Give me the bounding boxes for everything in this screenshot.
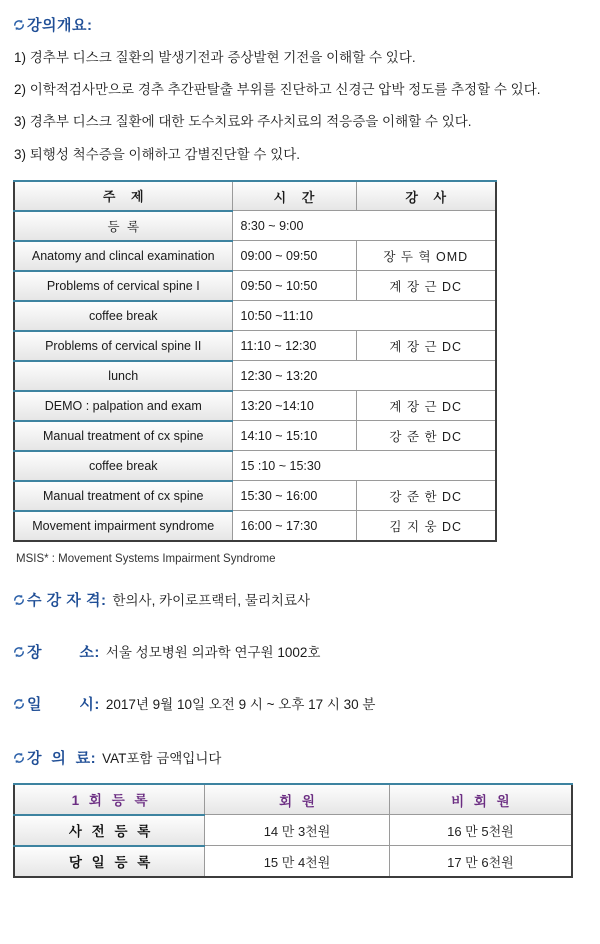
schedule-teacher-cell: 강 준 한 DC xyxy=(356,421,496,451)
schedule-teacher-cell: 계 장 근 DC xyxy=(356,271,496,301)
schedule-subject-cell: coffee break xyxy=(14,301,232,331)
refresh-circle-icon xyxy=(12,18,26,32)
schedule-time-cell: 15 :10 ~ 15:30 xyxy=(232,451,496,481)
schedule-teacher-cell: 강 준 한 DC xyxy=(356,481,496,511)
schedule-time-cell: 13:20 ~14:10 xyxy=(232,391,356,421)
fee-type-cell: 사 전 등 록 xyxy=(14,815,205,846)
schedule-subject-cell: Manual treatment of cx spine xyxy=(14,481,232,511)
fee-type-cell: 당 일 등 록 xyxy=(14,846,205,877)
schedule-time-cell: 14:10 ~ 15:10 xyxy=(232,421,356,451)
venue-heading xyxy=(0,641,600,662)
fee-member-cell: 14 만 3천원 xyxy=(205,815,390,846)
schedule-subject-cell: Manual treatment of cx spine xyxy=(14,421,232,451)
table-row xyxy=(14,481,496,511)
footnote-msis: MSIS* : Movement Systems Impairment Syndrome xyxy=(16,552,276,565)
fee-member-cell: 15 만 4천원 xyxy=(205,846,390,877)
schedule-subject-cell: lunch xyxy=(14,361,232,391)
table-row xyxy=(14,361,496,391)
eligibility-label: 수 강 자 격: xyxy=(27,591,107,609)
schedule-time-cell: 12:30 ~ 13:20 xyxy=(232,361,496,391)
schedule-header-subject: 주 제 xyxy=(14,181,232,211)
datetime-value: 2017년 9월 10일 오전 9 시 ~ 오후 17 시 30 분 xyxy=(105,696,376,712)
overview-heading xyxy=(0,0,600,35)
schedule-teacher-cell: 김 지 웅 DC xyxy=(356,511,496,541)
table-row xyxy=(14,271,496,301)
schedule-subject-cell: coffee break xyxy=(14,451,232,481)
schedule-teacher-cell: 계 장 근 DC xyxy=(356,391,496,421)
fee-table xyxy=(13,783,573,878)
objective-list xyxy=(0,49,600,164)
table-row xyxy=(14,241,496,271)
eligibility-value: 한의사, 카이로프랙터, 물리치료사 xyxy=(112,592,311,608)
fee-header-type: 1 회 등 록 xyxy=(14,784,205,815)
schedule-subject-cell: Anatomy and clincal examination xyxy=(14,241,232,271)
table-row xyxy=(14,511,496,541)
schedule-time-cell: 16:00 ~ 17:30 xyxy=(232,511,356,541)
objective-item: 1) 경추부 디스크 질환의 발생기전과 증상발현 기전을 이해할 수 있다. xyxy=(14,50,416,65)
schedule-time-cell: 11:10 ~ 12:30 xyxy=(232,331,356,361)
objective-item: 3) 퇴행성 척수증을 이해하고 감별진단할 수 있다. xyxy=(14,146,301,162)
schedule-time-cell: 15:30 ~ 16:00 xyxy=(232,481,356,511)
overview-title: 강의개요: xyxy=(27,17,93,34)
schedule-subject-cell: 등 록 xyxy=(14,211,232,241)
fee-header-nonmember: 비 회 원 xyxy=(389,784,572,815)
fee-header-member: 회 원 xyxy=(205,784,390,815)
refresh-circle-icon xyxy=(12,751,26,765)
fee-nonmember-cell: 17 만 6천원 xyxy=(389,846,572,877)
table-row xyxy=(14,451,496,481)
schedule-time-cell: 09:50 ~ 10:50 xyxy=(232,271,356,301)
table-row xyxy=(14,421,496,451)
table-row xyxy=(14,391,496,421)
schedule-subject-cell: Problems of cervical spine II xyxy=(14,331,232,361)
schedule-header-teacher: 강 사 xyxy=(356,181,496,211)
objective-item: 3) 경추부 디스크 질환에 대한 도수치료와 주사치료의 적응증을 이해할 수 있다. xyxy=(14,114,472,130)
schedule-header-row xyxy=(14,181,496,211)
eligibility-heading xyxy=(0,589,600,610)
schedule-teacher-cell: 장 두 혁 OMD xyxy=(356,241,496,271)
table-row xyxy=(14,331,496,361)
schedule-time-cell: 10:50 ~11:10 xyxy=(232,301,496,331)
objective-item: 2) 이학적검사만으로 경추 추간판탈출 부위를 진단하고 신경근 압박 정도를 추정할 수 있다. xyxy=(14,82,541,98)
schedule-time-cell: 09:00 ~ 09:50 xyxy=(232,241,356,271)
schedule-table-container xyxy=(0,180,600,542)
table-row xyxy=(14,301,496,331)
fee-heading xyxy=(0,747,600,768)
schedule-header-time: 시 간 xyxy=(232,181,356,211)
refresh-circle-icon xyxy=(12,645,26,659)
fee-table-container xyxy=(0,783,600,878)
table-row xyxy=(14,846,572,877)
schedule-teacher-cell: 계 장 근 DC xyxy=(356,331,496,361)
schedule-table xyxy=(13,180,497,542)
schedule-time-cell: 8:30 ~ 9:00 xyxy=(232,211,496,241)
refresh-circle-icon xyxy=(12,697,26,711)
fee-nonmember-cell: 16 만 5천원 xyxy=(389,815,572,846)
table-row xyxy=(14,211,496,241)
fee-label: 강 의 료: xyxy=(27,749,97,767)
fee-value: VAT포함 금액입니다 xyxy=(102,750,222,766)
datetime-label: 일 시: xyxy=(27,695,100,713)
schedule-subject-cell: Problems of cervical spine I xyxy=(14,271,232,301)
venue-value: 서울 성모병원 의과학 연구원 1002호 xyxy=(105,644,321,660)
fee-header-row xyxy=(14,784,572,815)
refresh-circle-icon xyxy=(12,593,26,607)
datetime-heading xyxy=(0,693,600,714)
venue-label: 장 소: xyxy=(27,643,100,661)
schedule-subject-cell: Movement impairment syndrome xyxy=(14,511,232,541)
table-row xyxy=(14,815,572,846)
schedule-subject-cell: DEMO : palpation and exam xyxy=(14,391,232,421)
